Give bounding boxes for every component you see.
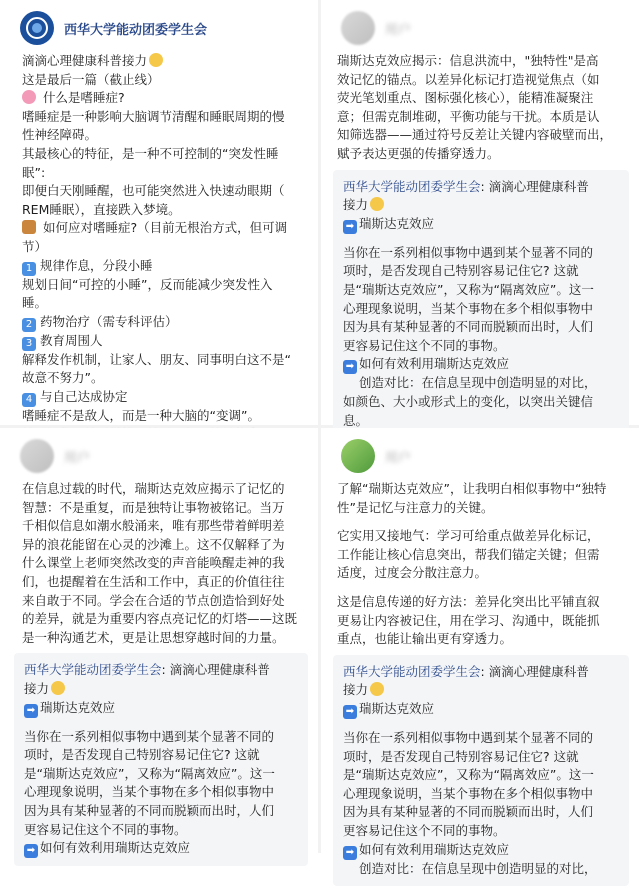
author-name[interactable]: 西华大学能动团委学生会: [64, 22, 208, 38]
line: 项时，是否发现自己特别容易记住它? 这就: [343, 748, 579, 764]
quoted-author[interactable]: 西华大学能动团委学生会: [24, 662, 162, 678]
line: 项时，是否发现自己特别容易记住它? 这就: [343, 263, 579, 279]
line: 的差异，就是为重要内容点亮记忆的灯塔——这既: [22, 611, 298, 627]
line: 更容易记住这个不同的事物。: [343, 822, 506, 838]
line: REM睡眠），直接跌入梦境。: [22, 201, 181, 217]
line: 工作能让核心信息突出，帮我们锚定关键；但需: [337, 546, 600, 562]
quoted-post[interactable]: [333, 170, 629, 439]
line: 是一种沟通艺术，更是让思想穿越时间的力量。: [22, 629, 285, 645]
org-logo-avatar[interactable]: [20, 11, 54, 45]
line: 在信息过载的时代，瑞斯达克效应揭示了记忆的: [22, 481, 285, 496]
line: 意；但需克制堆砌，平衡功能与干扰。本质是认: [337, 108, 600, 124]
post-header: [0, 0, 318, 48]
line: 规律作息，分段小睡: [40, 257, 153, 273]
line: 是“瑞斯达克效应”，又称为“隔离效应”。这一: [343, 767, 594, 783]
quoted-title: 瑞斯达克效应: [359, 700, 435, 716]
line: 效记忆的锚点。以差异化标记打造视觉焦点（如: [337, 71, 600, 87]
line: 节）: [22, 238, 48, 254]
quoted-title: 瑞斯达克效应: [359, 215, 435, 231]
line: 来自敢于不同。学会在合适的节点创造恰到好处: [22, 592, 285, 608]
number-4-icon: 4: [22, 393, 36, 407]
line: 因为具有某种显著的不同而脱颖而出时，人们: [343, 804, 594, 820]
post-header: [321, 0, 639, 48]
quoted-text: 接力: [24, 680, 50, 696]
arrow-right-icon: ➡: [24, 704, 38, 718]
line: 心理现象说明，当某个事物在多个相似事物中: [24, 784, 275, 800]
quoted-subtitle: 如何有效利用瑞斯达克效应: [40, 840, 191, 856]
quoted-title: 瑞斯达克效应: [40, 699, 116, 715]
line: 性”是记忆与注意力的关键。: [337, 499, 494, 515]
line: 解释发作机制，让家人、朋友、同事明白这不是“: [22, 351, 291, 367]
line: 智慧：不是重复，而是独特让事物被铭记。当万: [22, 499, 285, 515]
line: 当你在一系列相似事物中遇到某个显著不同的: [343, 244, 594, 260]
line: 性神经障碍。: [22, 127, 98, 143]
line: 异的浪花能留在心灵的沙滩上。这不仅解释了为: [22, 536, 285, 552]
author-name[interactable]: 用户: [385, 22, 412, 38]
line: 们，也提醒着在生活和工作中，真正的价值往往: [22, 573, 285, 589]
line: 息。: [343, 412, 369, 428]
line: 项时，是否发现自己特别容易记住它? 这就: [24, 747, 260, 763]
arrow-right-icon: ➡: [343, 220, 357, 234]
line: 嗜睡症不是敌人，而是一种大脑的“变调”。: [22, 407, 260, 423]
line: 什么课堂上老师突然改变的声音能唤醒走神的我: [22, 555, 285, 571]
line: 如何应对嗜睡症?（目前无根治方式，但可调: [42, 220, 288, 236]
user-avatar[interactable]: [341, 11, 375, 45]
line: 瑞斯达克效应揭示：信息洪流中，"独特性"是高: [337, 53, 599, 68]
line: 心理现象说明，当某个事物在多个相似事物中: [343, 300, 594, 316]
quoted-text: : 滴滴心理健康科普: [480, 178, 589, 194]
number-1-icon: 1: [22, 262, 36, 276]
line: 嗜睡症是一种影响大脑调节清醒和睡眠周期的慢: [22, 108, 285, 124]
brain-icon: [22, 90, 36, 104]
line: 心理现象说明，当某个事物在多个相似事物中: [343, 785, 594, 801]
quoted-author[interactable]: 西华大学能动团委学生会: [343, 663, 481, 679]
line: 赋予表达更强的传播穿透力。: [337, 145, 500, 161]
line: 眠”:: [22, 164, 46, 180]
arrow-right-icon: ➡: [343, 360, 357, 374]
post-panel-3: [0, 428, 318, 857]
line: 是“瑞斯达克效应”，又称为“隔离效应”。这一: [24, 765, 275, 781]
line: 更易让内容被记住，用在学习、沟通中，既能抓: [337, 612, 600, 628]
line: 因为具有某种显著的不同而脱颖而出时，人们: [24, 802, 275, 818]
line: 重点，也能让输出更有穿透力。: [337, 631, 513, 647]
quoted-author[interactable]: 西华大学能动团委学生会: [343, 178, 481, 194]
line: 规划日间“可控的小睡”，反而能减少突发性入: [22, 276, 273, 292]
line: 它实用又接地气：学习可给重点做差异化标记，: [337, 528, 600, 544]
post-panel-4: [321, 428, 639, 876]
post-panel-2: [321, 0, 639, 428]
quoted-text: : 滴滴心理健康科普: [161, 662, 270, 678]
line: 了解“瑞斯达克效应”，让我明白相似事物中“独特: [337, 481, 607, 496]
smile-icon: [149, 53, 163, 67]
quoted-subtitle: 如何有效利用瑞斯达克效应: [359, 841, 510, 857]
number-3-icon: 3: [22, 337, 36, 351]
line: 故意不努力”。: [22, 370, 104, 386]
line: 睡。: [22, 295, 48, 311]
smile-icon: [51, 681, 65, 695]
line: 知筛选器——通过符号反差让关键内容破壁而出，: [337, 127, 613, 143]
line: 这是信息传递的好方法：差异化突出比平铺直叙: [337, 593, 600, 609]
line: 教育周围人: [40, 332, 103, 348]
line: 适度，过度会分散注意力。: [337, 565, 488, 581]
line: 与自己达成协定: [40, 388, 128, 404]
quoted-text: 接力: [343, 197, 369, 213]
quoted-post[interactable]: [14, 653, 308, 866]
post-header: [321, 428, 639, 476]
line: 即便白天刚睡醒，也可能突然进入快速动眼期（: [22, 183, 285, 199]
quoted-post[interactable]: [333, 655, 629, 886]
arrow-right-icon: ➡: [343, 846, 357, 860]
post-panel-1: [0, 0, 318, 425]
arrow-right-icon: ➡: [343, 705, 357, 719]
line: 因为具有某种显著的不同而脱颖而出时，人们: [343, 319, 594, 335]
user-avatar[interactable]: [20, 439, 54, 473]
smile-icon: [370, 682, 384, 696]
line: 药物治疗（需专科评估）: [40, 313, 178, 329]
number-2-icon: 2: [22, 318, 36, 332]
post-body: [321, 48, 639, 164]
user-avatar[interactable]: [341, 439, 375, 473]
line: 当你在一系列相似事物中遇到某个显著不同的: [343, 729, 594, 745]
line: 千相似信息如潮水般涌来，唯有那些带着鲜明差: [22, 518, 285, 534]
line: 荧光笔划重点、图标强化核心），能精准凝聚注: [337, 90, 594, 106]
quoted-text: 接力: [343, 682, 369, 698]
post-body: [0, 48, 318, 444]
line: 更容易记住这个不同的事物。: [343, 337, 506, 353]
line: 什么是嗜睡症?: [42, 90, 125, 106]
line: 其最核心的特征，是一种不可控制的“突发性睡: [22, 145, 279, 161]
line: 创造对比：在信息呈现中创造明显的对比，: [359, 375, 597, 391]
arrow-right-icon: ➡: [24, 844, 38, 858]
line: 是“瑞斯达克效应”，又称为“隔离效应”。这一: [343, 281, 594, 297]
line: 创造对比：在信息呈现中创造明显的对比，: [359, 860, 597, 876]
smile-icon: [370, 197, 384, 211]
line: 这是最后一篇（截止线）: [22, 71, 160, 87]
quoted-subtitle: 如何有效利用瑞斯达克效应: [359, 356, 510, 372]
line: 滴滴心理健康科普接力: [22, 53, 148, 68]
line: 如颜色、大小或形式上的变化，以突出关键信: [343, 393, 594, 409]
line: 当你在一系列相似事物中遇到某个显著不同的: [24, 728, 275, 744]
post-body: [321, 476, 639, 649]
post-body: [0, 476, 318, 647]
quoted-text: : 滴滴心理健康科普: [480, 663, 589, 679]
line: 更容易记住这个不同的事物。: [24, 821, 187, 837]
author-name[interactable]: 用户: [64, 450, 91, 466]
author-name[interactable]: 用户: [385, 450, 412, 466]
tools-icon: [22, 220, 36, 234]
post-header: [0, 428, 318, 476]
